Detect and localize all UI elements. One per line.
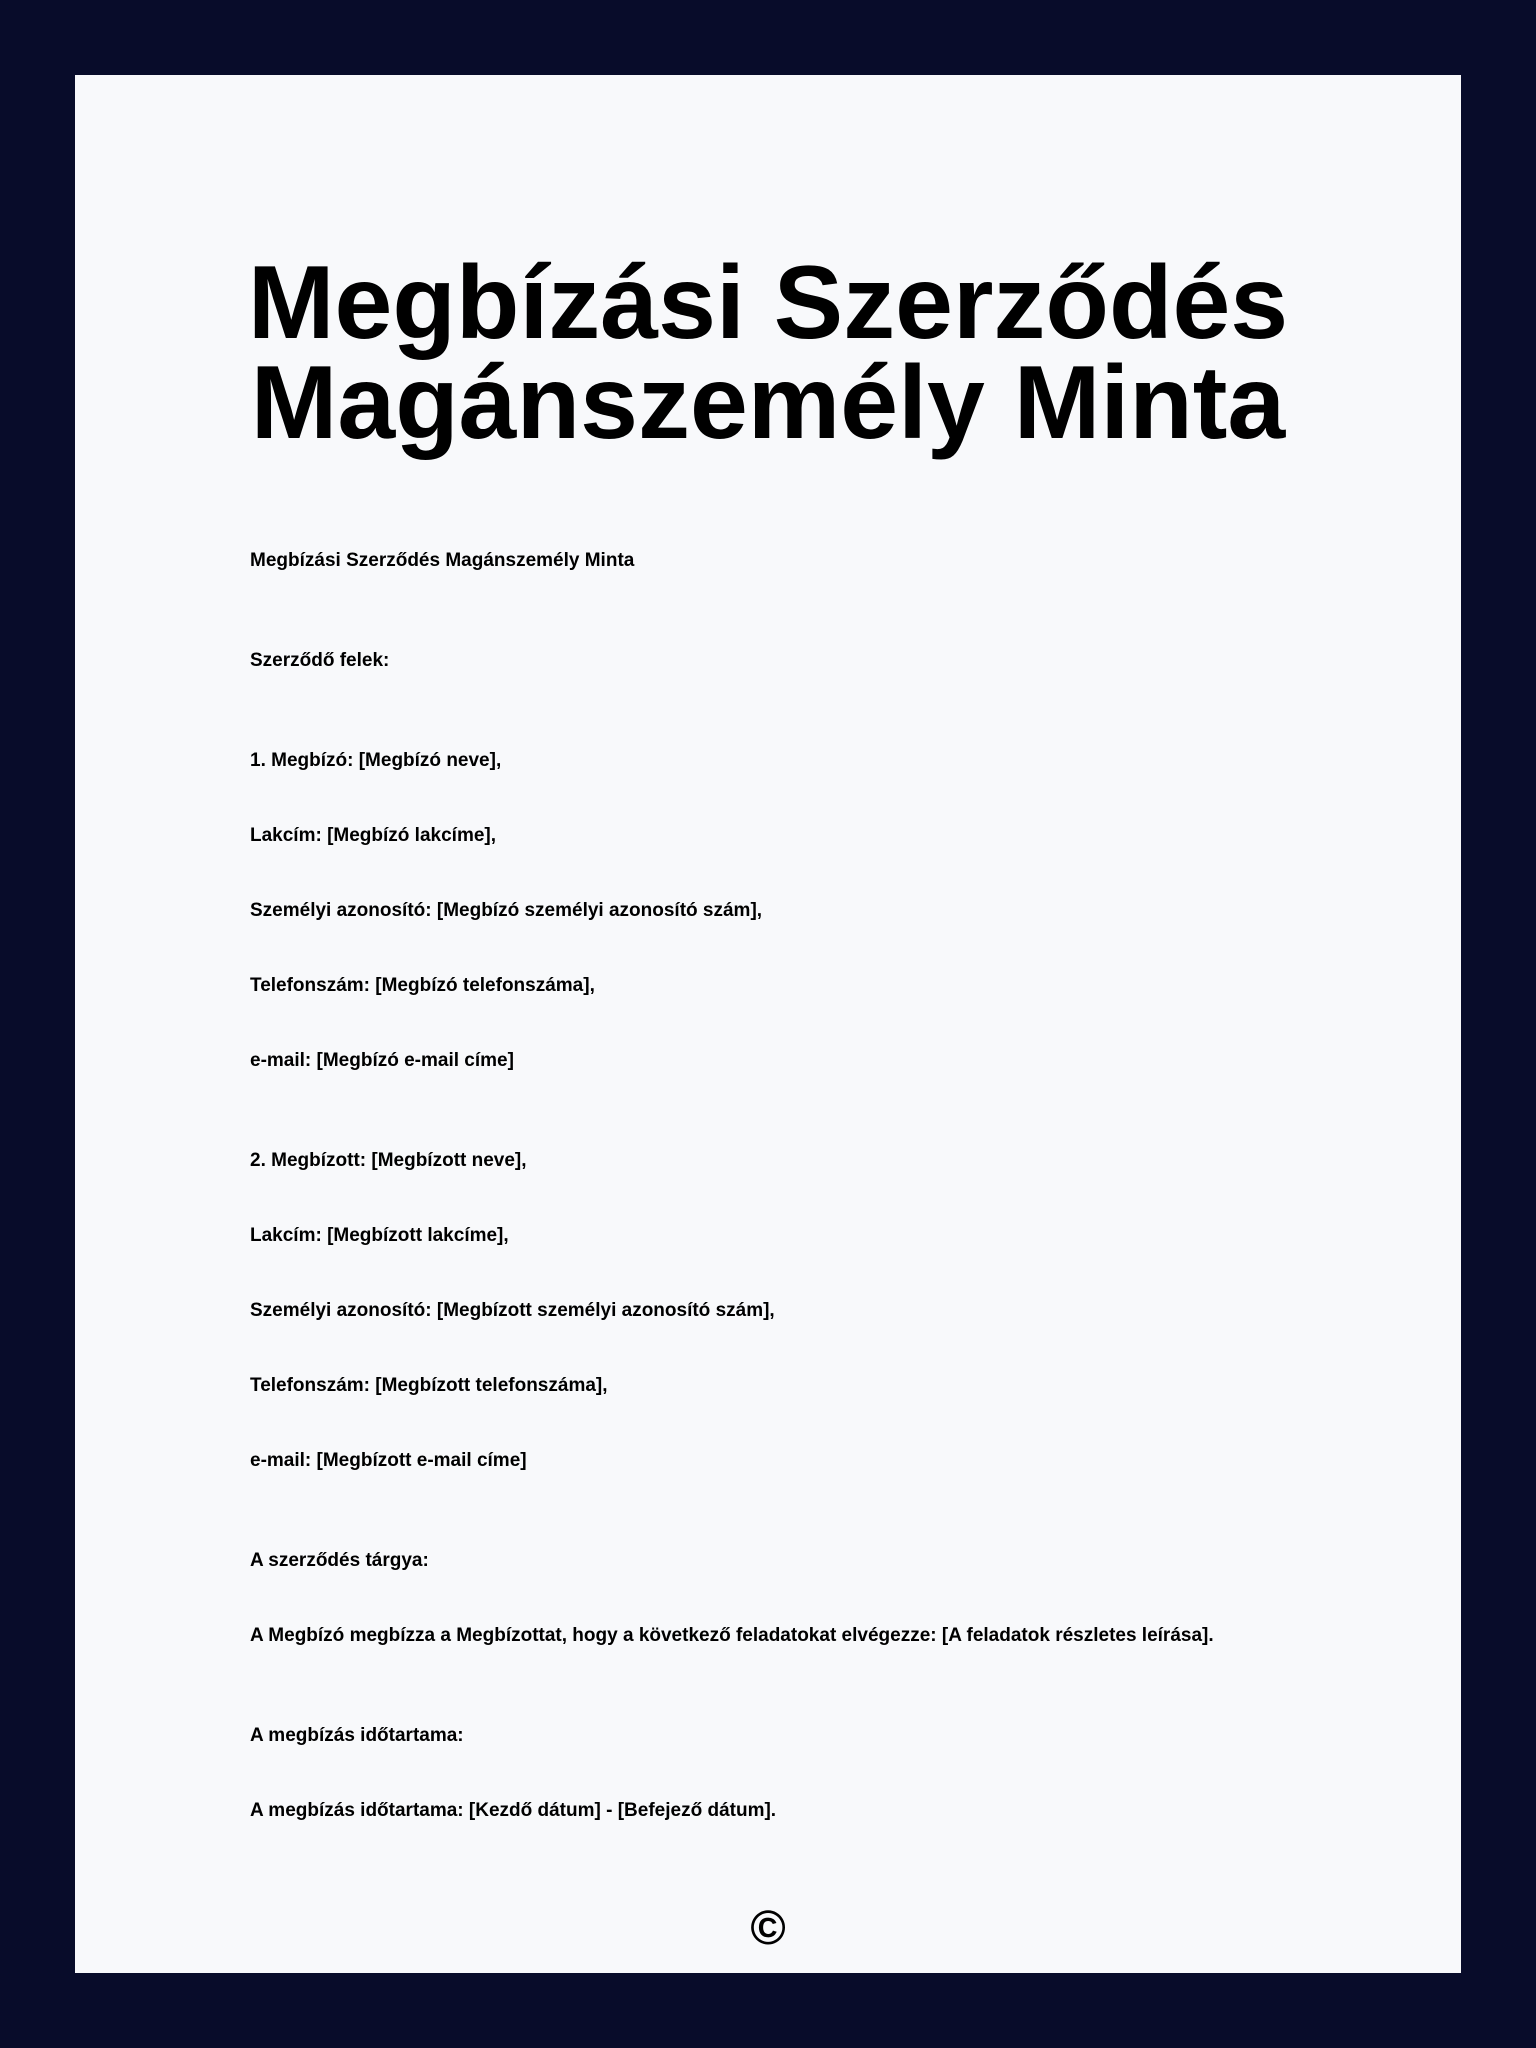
contractor-email: e-mail: [Megbízott e-mail címe]: [250, 1450, 527, 1471]
subject-label: A szerződés tárgya:: [250, 1550, 429, 1571]
document-heading: Megbízási Szerződés Magánszemély Minta: [250, 550, 635, 571]
client-address: Lakcím: [Megbízó lakcíme],: [250, 825, 497, 846]
document-page: [75, 75, 1461, 1973]
parties-label: Szerződő felek:: [250, 650, 390, 671]
copyright-icon: ©: [750, 1902, 786, 1955]
title-line-2: Magánszemély Minta: [250, 345, 1286, 461]
contractor-phone: Telefonszám: [Megbízott telefonszáma],: [250, 1375, 608, 1396]
title-line-1: Megbízási Szerződés: [247, 245, 1289, 361]
duration-text: A megbízás időtartama: [Kezdő dátum] - [Befejező dátum].: [250, 1800, 777, 1821]
contractor-name: 2. Megbízott: [Megbízott neve],: [250, 1150, 527, 1171]
page-title: [75, 245, 1461, 461]
contractor-id: Személyi azonosító: [Megbízott személyi azonosító szám],: [250, 1300, 775, 1321]
duration-label: A megbízás időtartama:: [250, 1725, 464, 1746]
contractor-address: Lakcím: [Megbízott lakcíme],: [250, 1225, 509, 1246]
subject-text: A Megbízó megbízza a Megbízottat, hogy a következő feladatokat elvégezze: [A feladatok részletes leírása].: [250, 1625, 1214, 1646]
client-phone: Telefonszám: [Megbízó telefonszáma],: [250, 975, 595, 996]
client-id: Személyi azonosító: [Megbízó személyi azonosító szám],: [250, 900, 763, 921]
client-name: 1. Megbízó: [Megbízó neve],: [250, 750, 502, 771]
client-email: e-mail: [Megbízó e-mail címe]: [250, 1050, 514, 1071]
